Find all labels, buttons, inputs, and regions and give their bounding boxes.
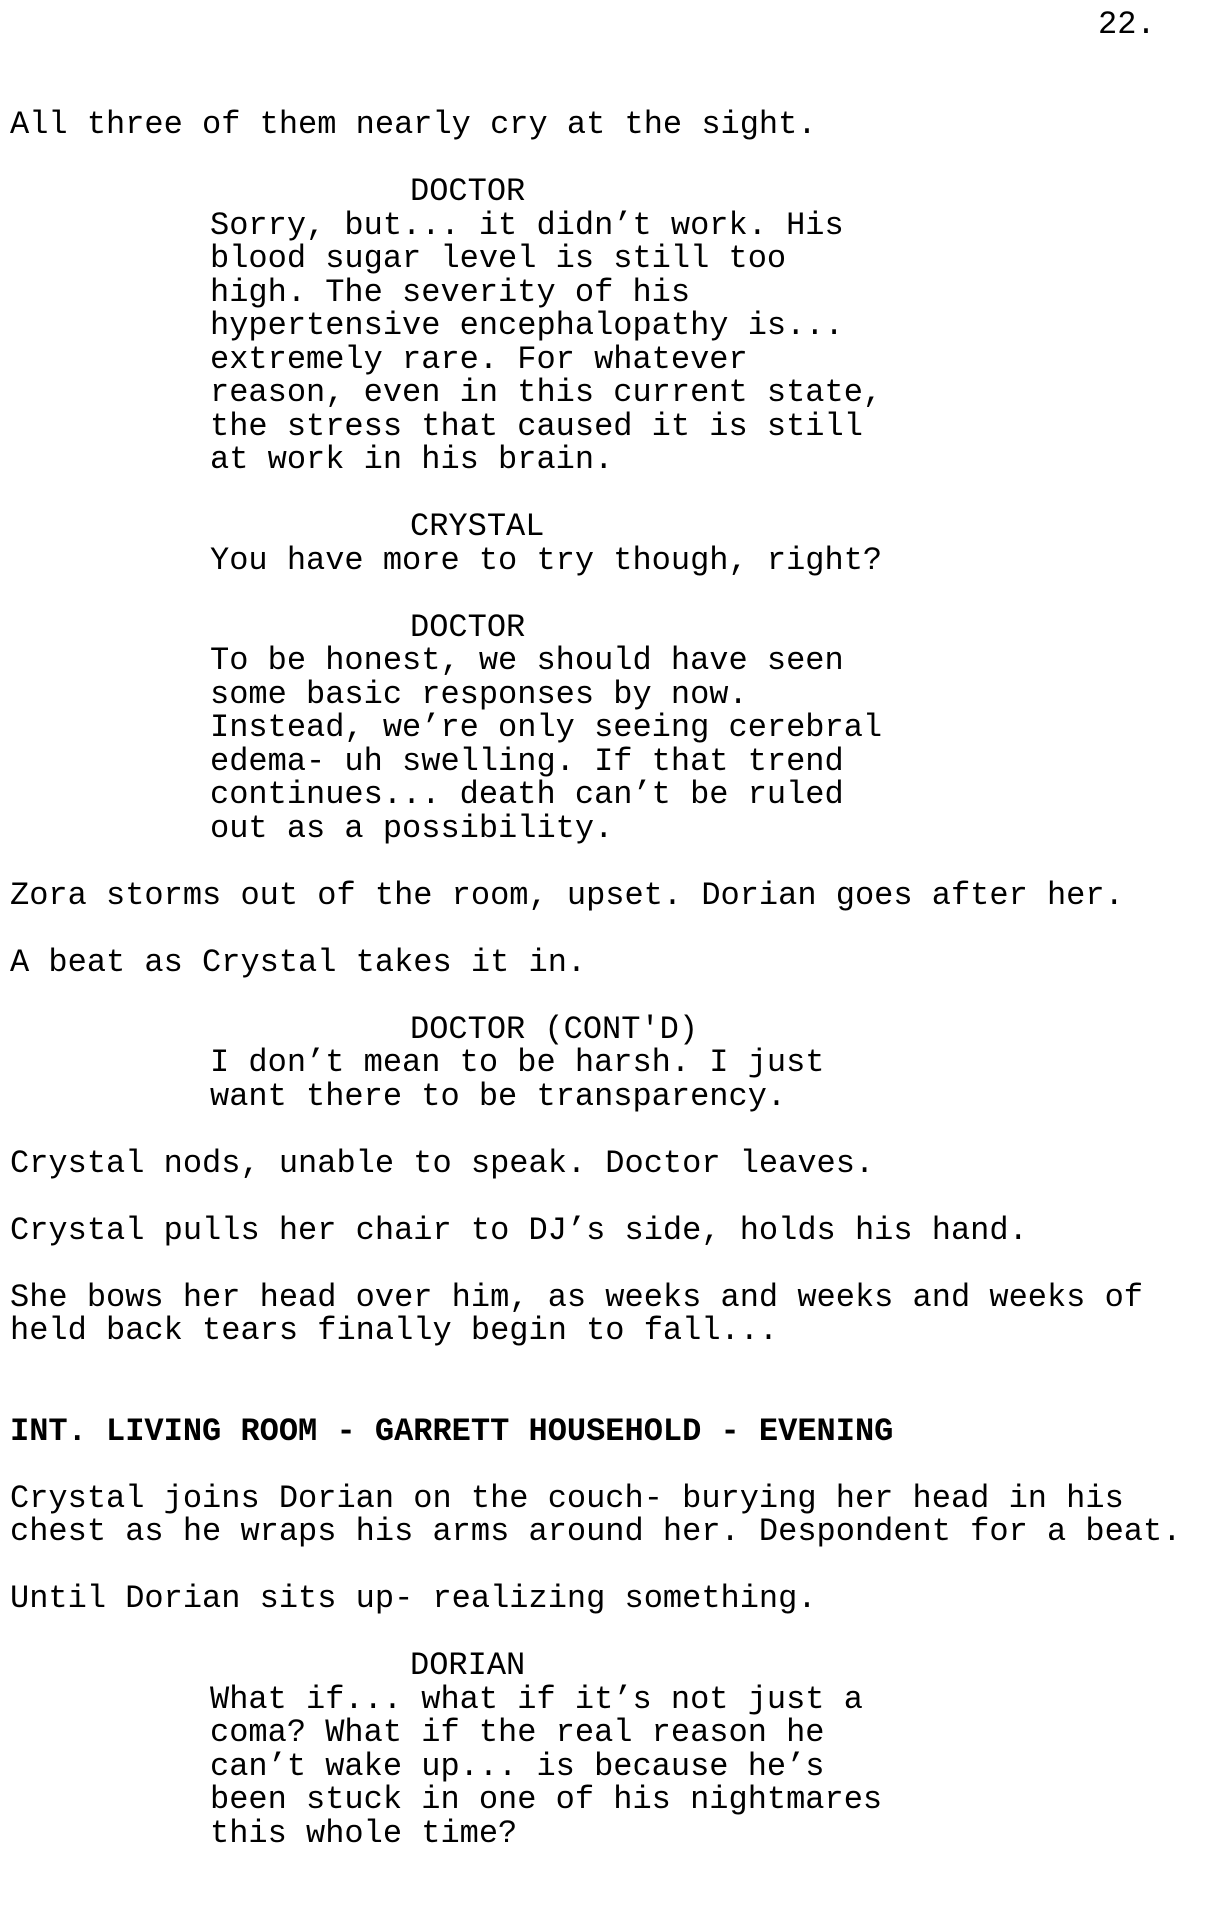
text-line: All three of them nearly cry at the sight. (10, 106, 817, 143)
character-cue (410, 1649, 1200, 1683)
action-paragraph (10, 943, 1200, 981)
text-line: A beat as Crystal takes it in. (10, 943, 587, 981)
text-line: out as a possibility. (210, 809, 614, 847)
character-cue (410, 175, 1200, 209)
text-line: DOCTOR (410, 173, 526, 210)
text-line: high. The severity of his (210, 273, 691, 311)
text-line: Crystal pulls her chair to DJ’s side, holds his hand. (10, 1211, 1028, 1249)
text-line: CRYSTAL (410, 508, 545, 545)
text-line: Instead, we’re only seeing cerebral (210, 709, 883, 746)
action-paragraph (10, 1211, 1200, 1249)
text-line: Crystal nods, unable to speak. Doctor leaves. (10, 1144, 875, 1182)
script-content (10, 108, 1200, 1884)
text-line: I don’t mean to be harsh. I just (210, 1044, 825, 1081)
scene-heading (10, 1412, 1200, 1450)
text-line: To be honest, we should have seen (210, 642, 844, 679)
text-line: What if... what if it’s not just a (210, 1680, 863, 1718)
text-line: this whole time? (210, 1814, 518, 1852)
action-paragraph (10, 1582, 1200, 1616)
text-line: Until Dorian sits up- realizing something. (10, 1580, 817, 1617)
text-line: at work in his brain. (210, 441, 614, 478)
text-line: She bows her head over him, as weeks and weeks and weeks of (10, 1278, 1143, 1316)
text-line: coma? What if the real reason he (210, 1714, 825, 1751)
character-cue (410, 510, 1200, 544)
action-paragraph (10, 1479, 1200, 1550)
action-paragraph (10, 1278, 1200, 1349)
character-cue (410, 1010, 1200, 1048)
text-line: extremely rare. For whatever (210, 340, 748, 378)
text-line: chest as he wraps his arms around her. Despondent for a beat. (10, 1513, 1182, 1550)
text-line: want there to be transparency. (210, 1077, 787, 1115)
dialogue-block (210, 1680, 1200, 1852)
dialogue-block (210, 1046, 1200, 1113)
action-paragraph (10, 108, 1200, 142)
action-paragraph (10, 876, 1200, 914)
text-line: Zora storms out of the room, upset. Dorian goes after her. (10, 876, 1124, 914)
action-paragraph (10, 1144, 1200, 1182)
text-line: been stuck in one of his nightmares (210, 1781, 883, 1818)
text-line: INT. LIVING ROOM - GARRETT HOUSEHOLD - EVENING (10, 1412, 894, 1450)
text-line: can’t wake up... is because he’s (210, 1747, 825, 1785)
dialogue-block (210, 644, 1200, 845)
page-number: 22. (1098, 6, 1156, 43)
text-line: DOCTOR (410, 608, 526, 646)
text-line: blood sugar level is still too (210, 240, 787, 277)
text-line: held back tears finally begin to fall... (10, 1312, 779, 1349)
text-line: edema- uh swelling. If that trend (210, 742, 844, 780)
dialogue-block (210, 541, 1200, 579)
text-line: continues... death can’t be ruled (210, 776, 844, 813)
text-line: DOCTOR (CONT'D) (410, 1010, 699, 1048)
character-cue (410, 608, 1200, 646)
text-line: reason, even in this current state, (210, 374, 883, 411)
text-line: You have more to try though, right? (210, 541, 883, 579)
text-line: hypertensive encephalopathy is... (210, 307, 844, 344)
text-line: Crystal joins Dorian on the couch- burying her head in his (10, 1479, 1124, 1517)
text-line: DORIAN (410, 1647, 526, 1684)
dialogue-block (210, 206, 1200, 478)
text-line: some basic responses by now. (210, 675, 748, 713)
text-line: Sorry, but... it didn’t work. His (210, 206, 844, 244)
text-line: the stress that caused it is still (210, 407, 863, 445)
